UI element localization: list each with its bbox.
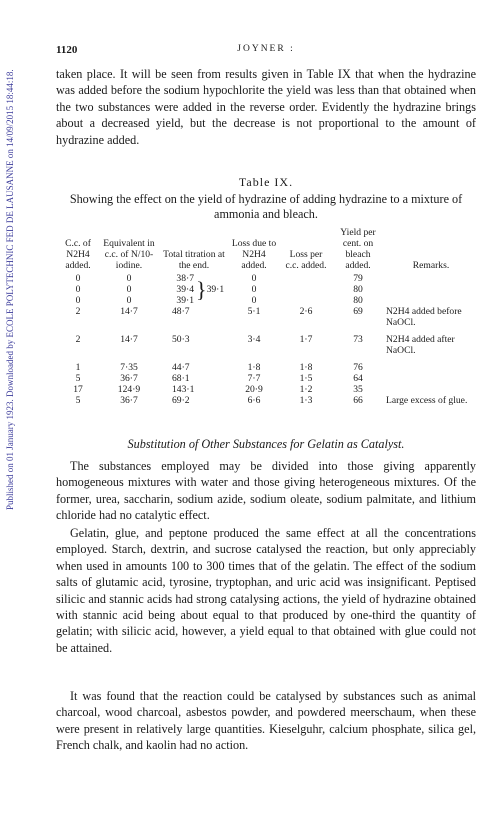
table-row	[58, 356, 478, 373]
cell: 0	[75, 295, 81, 306]
cell: 20·9	[245, 384, 263, 395]
cell: 14·7	[120, 334, 138, 345]
paragraph-charcoal: It was found that the reaction could be catalysed by substances such as animal charcoal, wood charcoal, asbestos powder, and powdered meerschaum, when these were present in relatively large quantities. Kieselguhr, calcium phosphate, silica gel, French chalk, and kaolin had no action.	[56, 689, 476, 753]
cell: N2H4 added after NaOCl.	[386, 334, 455, 356]
table-row	[58, 395, 478, 406]
table-row	[58, 306, 478, 328]
cell: 7·35	[120, 362, 138, 373]
table-row	[58, 295, 478, 306]
cell: 1·8	[299, 362, 313, 373]
cell: 80	[353, 295, 363, 306]
cell	[384, 284, 478, 295]
table-row	[58, 273, 478, 284]
cell: 79	[353, 273, 363, 284]
cell: 124·9	[117, 384, 141, 395]
col-header-remarks: Remarks.	[412, 260, 450, 271]
cell: 14·7	[120, 306, 138, 317]
cell: 1·7	[299, 334, 313, 345]
cell: 50·3	[172, 334, 190, 345]
cell: 0	[126, 273, 132, 284]
cell: 66	[353, 395, 363, 406]
col-header-yield: Yield per cent. on bleach added.	[340, 227, 376, 271]
cell: 17	[73, 384, 83, 395]
cell: 1	[75, 362, 81, 373]
cell: 39·4	[176, 284, 194, 295]
paragraph-intro: taken place. It will be seen from results given in Table IX that when the hydrazine was added before the sodium hypochlorite the yield was less than that obtained when the two substances were added in the reverse order. Evidently the hydrazine brings about a decreased yield, but the decrease is not proportional to the amount of hydrazine added.	[56, 67, 476, 147]
cell: 2	[75, 334, 81, 345]
col-header-loss-per-cc: Loss per c.c. added.	[285, 249, 327, 271]
cell: 2	[75, 306, 81, 317]
cell: 1·5	[299, 373, 313, 384]
cell	[280, 273, 332, 284]
col-header-total: Total titration at the end.	[163, 249, 225, 271]
cell: 5	[75, 395, 81, 406]
cell: 80	[353, 284, 363, 295]
page-number: 1120	[56, 44, 78, 56]
cell: 7·7	[247, 373, 261, 384]
cell: 0	[251, 284, 257, 295]
cell: 3·4	[247, 334, 261, 345]
paragraph-gelatin: Gelatin, glue, and peptone produced the same effect at all the concentrations employed. Starch, dextrin, and sucrose catalysed the reaction, but only appreciably when used in amounts 100 to 300 times that of the gelatin. The effect of the sodium salts of glutamic acid, tyrosine, tryptophan, and uric acid was insignificant. Peptised silicic and stannic acids had strong catalysing actions, the yield of hydrazine obtained with stannic acid being about equal to that produced by one-third the quantity of gelatin; with silicic acid, however, a yield equal to that obtained with glue could not be attained.	[56, 526, 476, 655]
table-row	[58, 384, 478, 395]
table-caption: Showing the effect on the yield of hydrazine of adding hydrazine to a mixture of ammonia and bleach.	[69, 192, 463, 221]
cell: 36·7	[120, 395, 138, 406]
paragraph-homogeneous: The substances employed may be divided into those giving apparently homogeneous mixtures with water and those giving heterogeneous mixtures. Of the former, urea, saccharin, sodium azide, sodium oleate, sodium palmitate, and lithium chloride had no catalytic effect.	[56, 459, 476, 523]
col-header-n2h4: C.c. of N2H4 added.	[65, 238, 91, 271]
cell	[384, 373, 478, 384]
cell	[280, 295, 332, 306]
cell: 0	[126, 284, 132, 295]
cell: 143·1	[172, 384, 195, 395]
cell	[384, 273, 478, 284]
cell: 0	[75, 284, 81, 295]
brace-icon: }	[196, 276, 207, 302]
cell: 38·7	[176, 273, 194, 284]
cell: 1·2	[299, 384, 313, 395]
cell	[384, 384, 478, 395]
mean-value: 39·1	[206, 283, 225, 295]
table-row	[58, 328, 478, 356]
cell: 6·6	[247, 395, 261, 406]
col-header-equivalent: Equivalent in c.c. of N/10-iodine.	[103, 238, 155, 271]
table-row	[58, 284, 478, 295]
table-row	[58, 373, 478, 384]
cell: 73	[353, 334, 363, 345]
cell: 36·7	[120, 373, 138, 384]
cell	[280, 284, 332, 295]
cell: 76	[353, 362, 363, 373]
cell: 0	[251, 273, 257, 284]
bracket-mean	[196, 273, 228, 306]
cell: 2·6	[299, 306, 313, 317]
cell: 0	[126, 295, 132, 306]
cell: Large excess of glue.	[386, 395, 468, 406]
cell: 1·8	[247, 362, 261, 373]
col-header-loss: Loss due to N2H4 added.	[231, 238, 277, 271]
table-title: Table IX.	[238, 175, 294, 189]
cell: 44·7	[172, 362, 190, 373]
cell: 5·1	[247, 306, 261, 317]
cell: 48·7	[172, 306, 190, 317]
cell	[384, 356, 478, 373]
cell: 39·1	[176, 295, 194, 306]
cell	[384, 295, 478, 306]
section-subheading: Substitution of Other Substances for Gelatin as Catalyst.	[127, 437, 405, 451]
results-table	[58, 227, 478, 406]
cell: 35	[353, 384, 363, 395]
cell: N2H4 added before NaOCl.	[386, 306, 462, 328]
cell: 1·3	[299, 395, 313, 406]
cell: 5	[75, 373, 81, 384]
cell: 68·1	[172, 373, 190, 384]
cell: 69·2	[172, 395, 190, 406]
cell: 64	[353, 373, 363, 384]
running-title: JOYNER :	[237, 44, 295, 54]
cell: 0	[75, 273, 81, 284]
page-header	[56, 44, 476, 58]
download-watermark: Published on 01 January 1923. Downloaded by ECOLE POLYTECHNIC FED DE LAUSANNE on 14/09/2015 18:44:18.	[5, 69, 15, 511]
cell: 0	[251, 295, 257, 306]
cell: 69	[353, 306, 363, 317]
